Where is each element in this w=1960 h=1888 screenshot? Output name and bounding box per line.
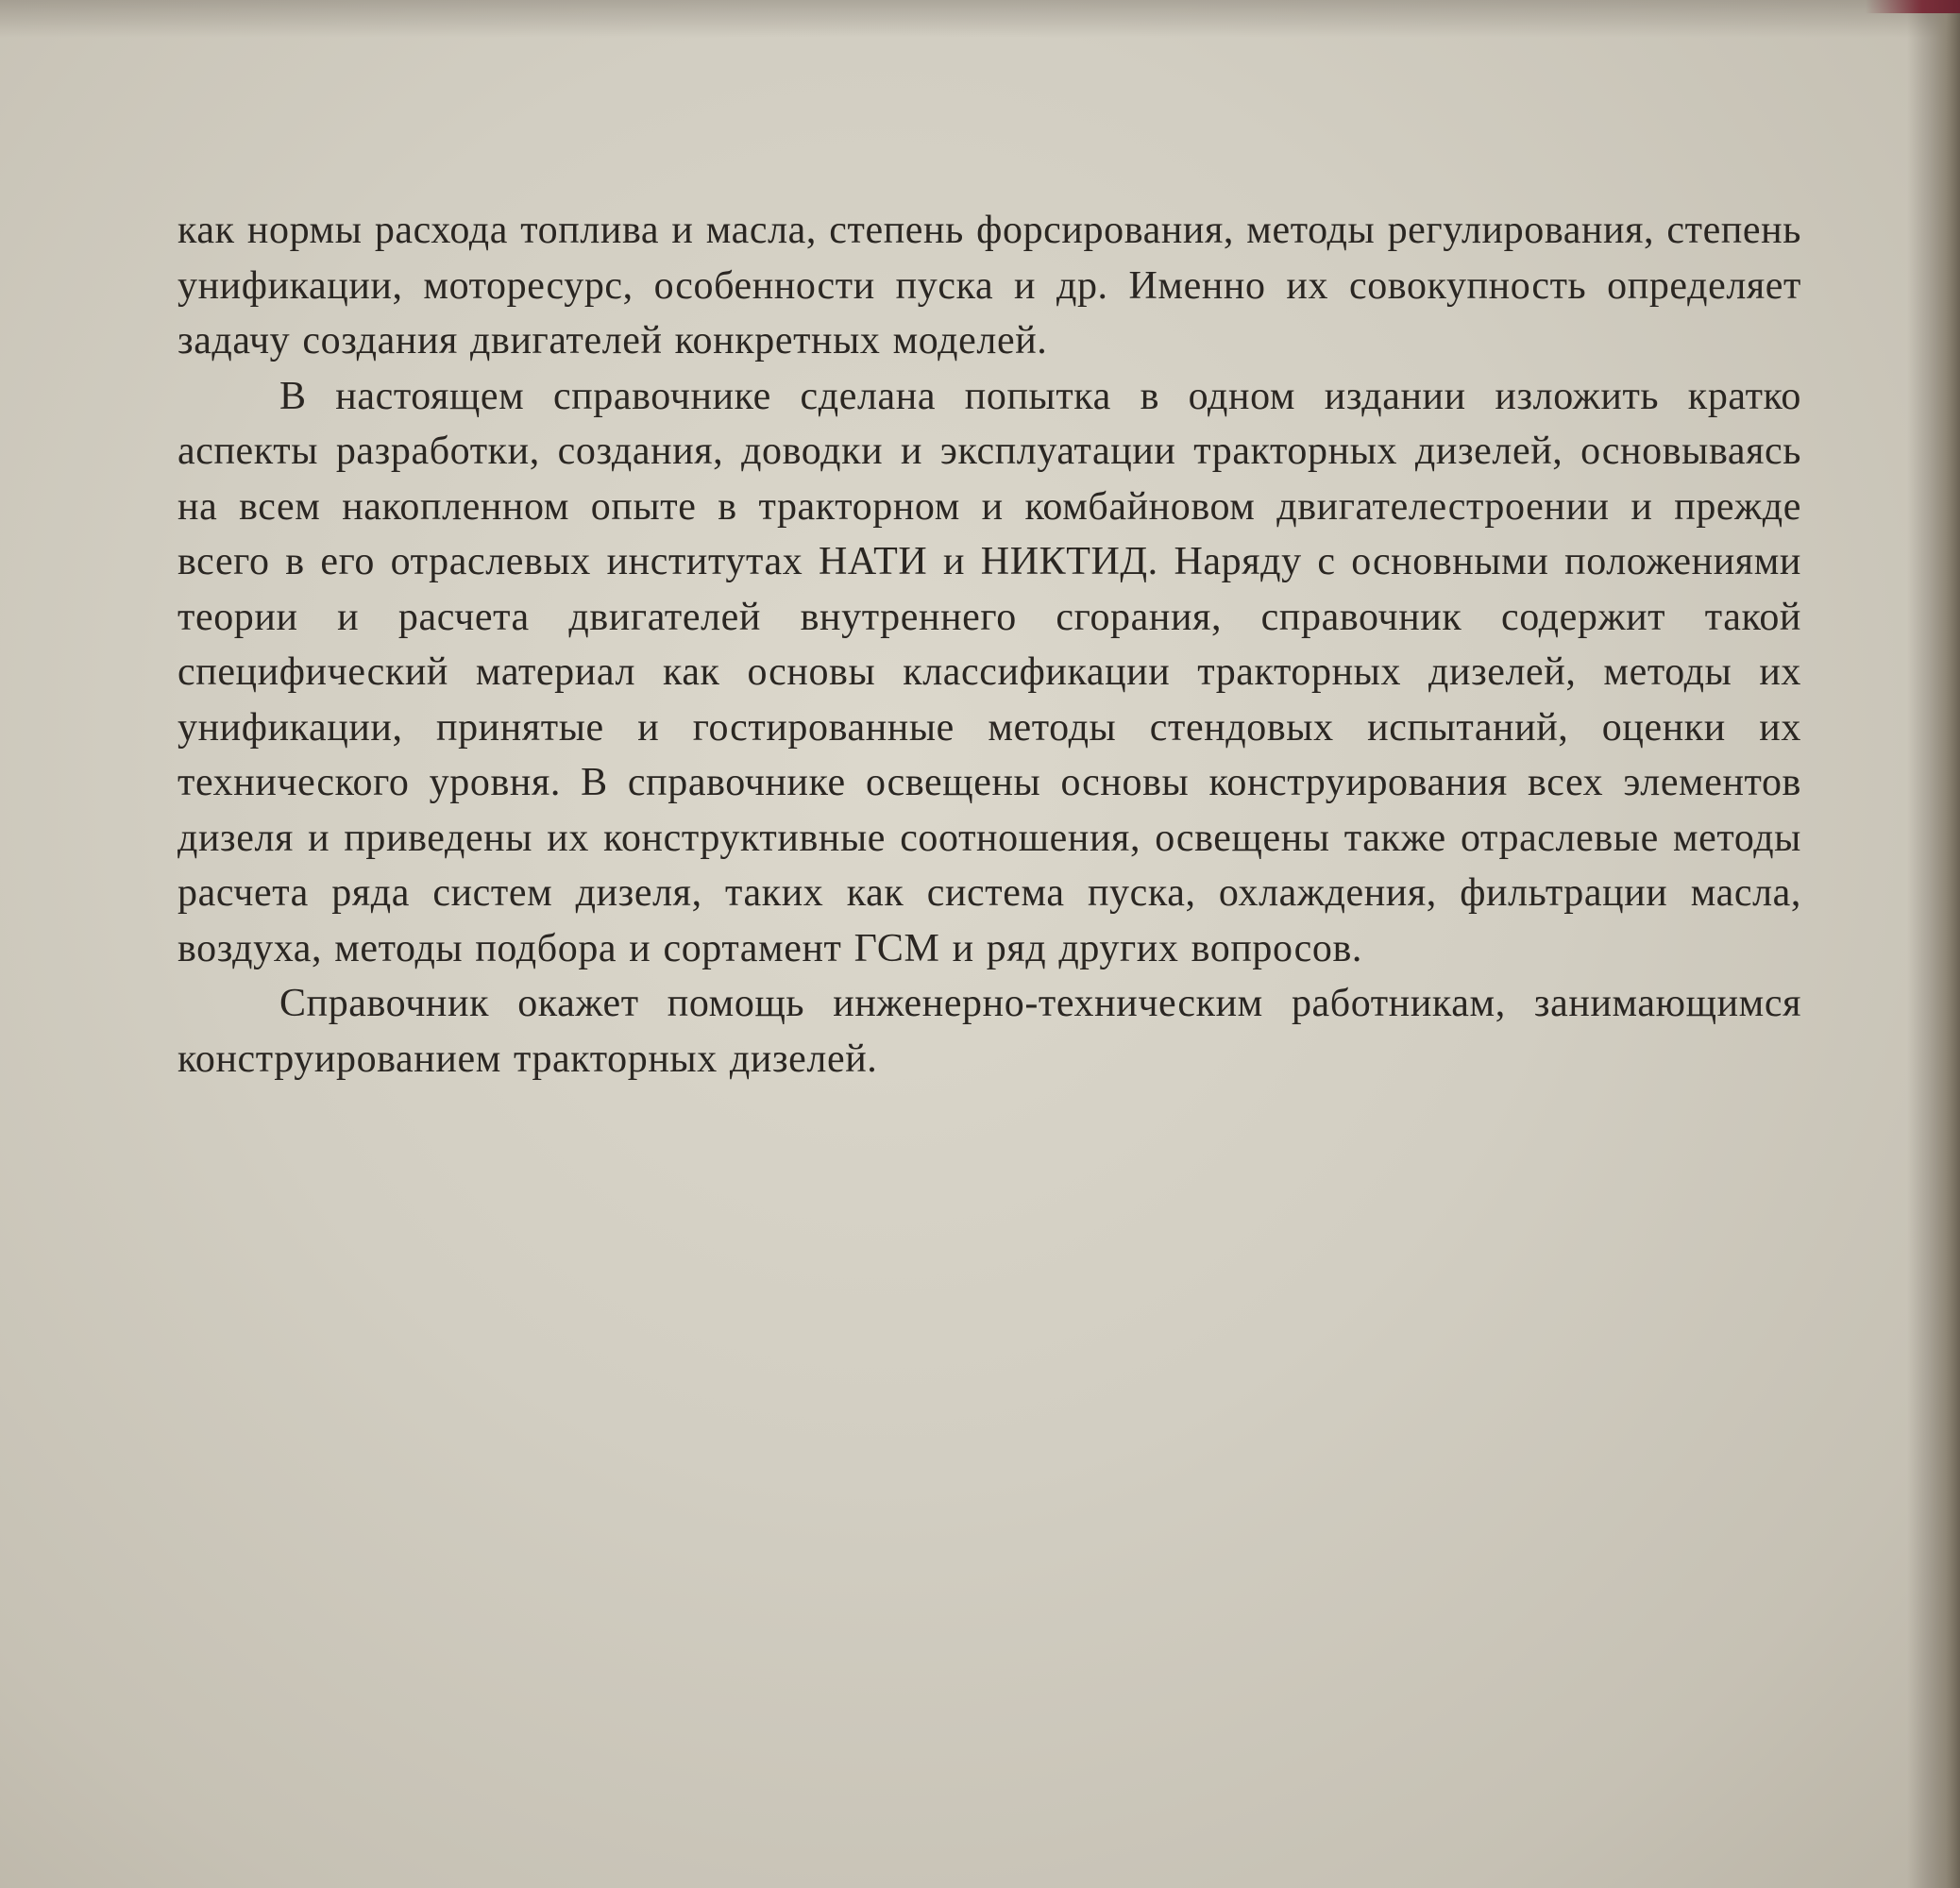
page-edge: [1907, 0, 1960, 1888]
book-cover-edge: [1866, 0, 1960, 13]
paragraph-continuation: как нормы расхода топлива и масла, степень форсирования, методы регулирования, степень унификации, моторесурс, особенности пуска и др. Именно их совокупность определяет задачу создания двигателей конкретных моделей.: [177, 209, 1801, 362]
paragraph-audience: Справочник окажет помощь инженерно-техническим работникам, занимающимся конструированием тракторных дизелей.: [177, 982, 1801, 1081]
paragraph-handbook-scope: В настоящем справочнике сделана попытка в одном издании изложить кратко аспекты разработки, создания, доводки и эксплуатации тракторных дизелей, основываясь на всем накопленном опыте в тракторном и комбайновом двигателестроении и прежде всего в его отраслевых институтах НАТИ и НИКТИД. Наряду с основными положениями теории и расчета двигателей внутреннего сгорания, справочник содержит такой специфический материал как основы классификации тракторных дизелей, методы их унификации, принятые и гостированные методы стендовых испытаний, оценки их технического уровня. В справочнике освещены основы конструирования всех элементов дизеля и приведены их конструктивные соотношения, освещены также отраслевые методы расчета ряда систем дизеля, таких как система пуска, охлаждения, фильтрации масла, воздуха, методы подбора и сортамент ГСМ и ряд других вопросов.: [177, 374, 1801, 970]
body-text: [177, 203, 1801, 1087]
page-shadow: [0, 0, 1960, 38]
